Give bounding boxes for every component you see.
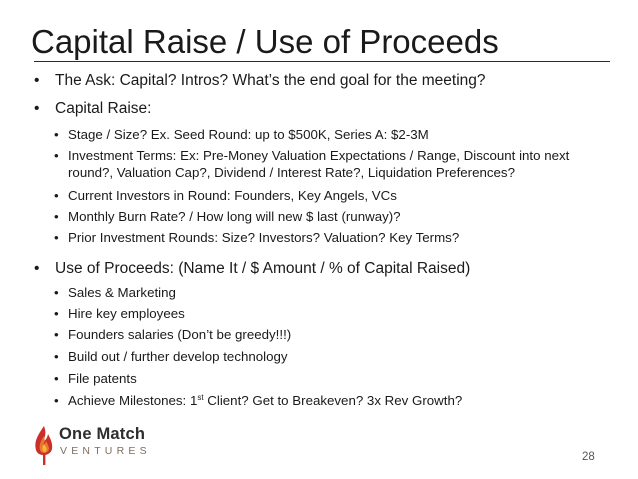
bullet-marker: •	[34, 72, 40, 89]
bullet-text: The Ask: Capital? Intros? What’s the end goal for the meeting?	[55, 72, 486, 89]
bullet-text: Capital Raise:	[55, 100, 152, 117]
company-logo	[32, 424, 172, 466]
page-number: 28	[582, 451, 595, 463]
sub-bullet-marker: •	[54, 230, 59, 245]
sub-bullet-marker: •	[54, 349, 59, 364]
slide-title: Capital Raise / Use of Proceeds	[31, 23, 499, 60]
sub-bullet-text	[68, 392, 462, 410]
flame-icon	[32, 424, 56, 466]
bullet-text: Use of Proceeds: (Name It / $ Amount / % of Capital Raised)	[55, 260, 471, 277]
sub-bullet-marker: •	[54, 371, 59, 386]
logo-subtitle: VENTURES	[60, 445, 151, 457]
sub-bullet-text: Hire key employees	[68, 306, 185, 321]
milestones-text: Achieve Milestones: 1	[68, 393, 198, 408]
sub-bullet-marker: •	[54, 209, 59, 224]
sub-bullet-marker: •	[54, 285, 59, 300]
sub-bullet-text: Founders salaries (Don’t be greedy!!!)	[68, 327, 292, 342]
title-underline	[34, 61, 610, 62]
sub-bullet-text: Build out / further develop technology	[68, 349, 288, 364]
sub-bullet-text: Sales & Marketing	[68, 285, 176, 300]
sub-bullet-marker: •	[54, 127, 59, 142]
sub-bullet-text: Monthly Burn Rate? / How long will new $ last (runway)?	[68, 209, 401, 224]
sub-bullet-text: Current Investors in Round: Founders, Key Angels, VCs	[68, 188, 397, 203]
sub-bullet-text: File patents	[68, 371, 137, 386]
logo-name: One Match	[59, 425, 146, 443]
bullet-marker: •	[34, 260, 40, 277]
sub-bullet-marker: •	[54, 188, 59, 203]
sub-bullet-marker: •	[54, 306, 59, 321]
sub-bullet-text: Prior Investment Rounds: Size? Investors? Valuation? Key Terms?	[68, 230, 460, 245]
ordinal-superscript: st	[197, 393, 204, 402]
milestones-text-after: Client? Get to Breakeven? 3x Rev Growth?	[203, 393, 463, 408]
sub-bullet-marker: •	[54, 327, 59, 342]
sub-bullet-marker: •	[54, 148, 59, 163]
sub-bullet-text-continuation: round?, Valuation Cap?, Dividend / Interest Rate?, Liquidation Preferences?	[68, 165, 515, 180]
bullet-marker: •	[34, 100, 40, 117]
sub-bullet-text: Investment Terms: Ex: Pre-Money Valuation Expectations / Range, Discount into next	[68, 148, 570, 163]
sub-bullet-text: Stage / Size? Ex. Seed Round: up to $500K, Series A: $2-3M	[68, 127, 429, 142]
sub-bullet-marker: •	[54, 393, 59, 408]
